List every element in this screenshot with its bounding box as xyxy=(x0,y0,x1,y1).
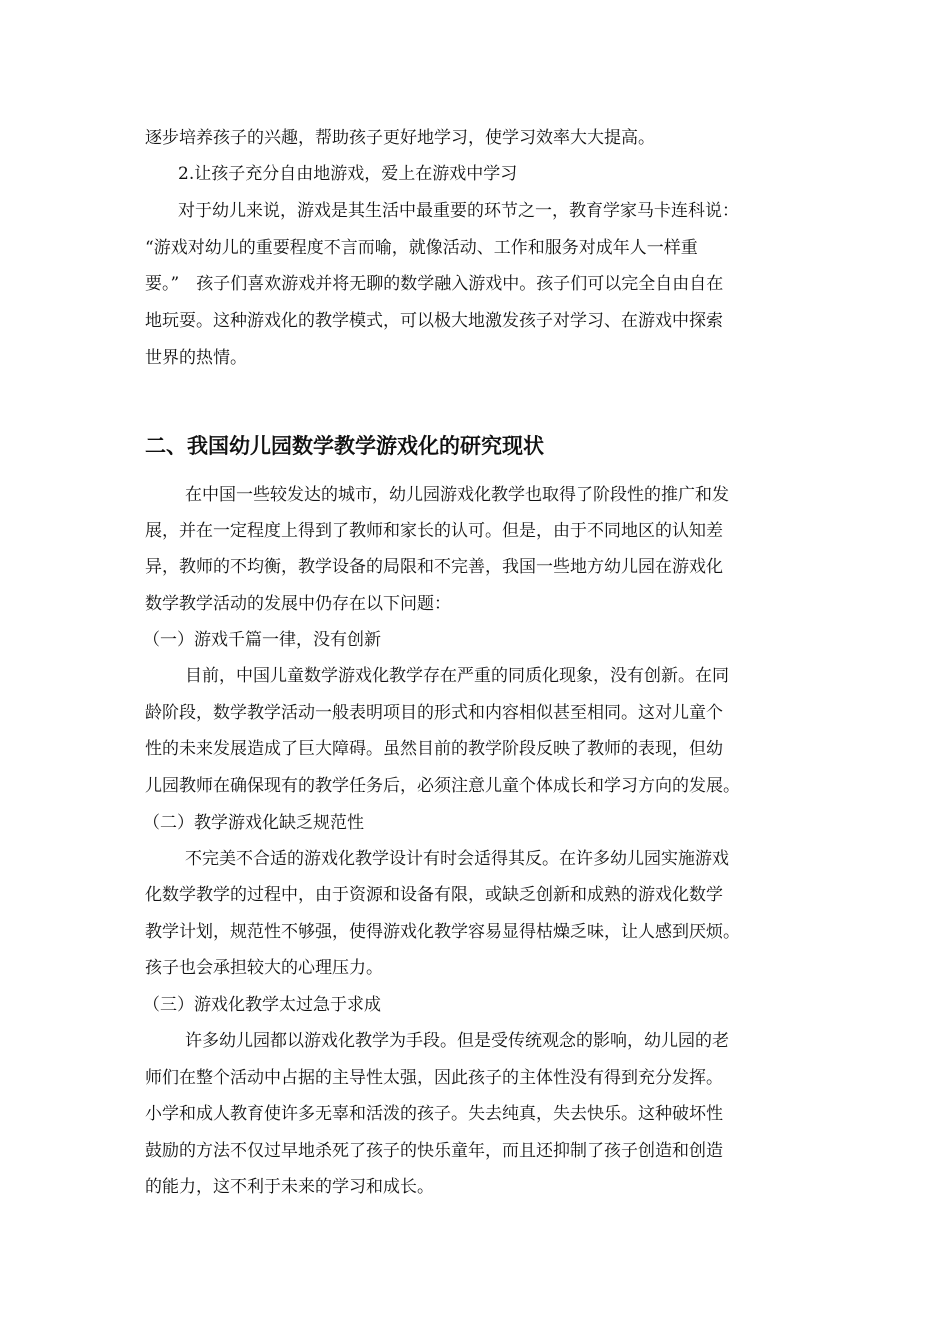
paragraph-line: “游戏对幼儿的重要程度不言而喻，就像活动、工作和服务对成年人一样重 xyxy=(145,238,698,258)
section-heading: 二、我国幼儿园数学教学游戏化的研究现状 xyxy=(145,434,544,458)
paragraph-line: 许多幼儿园都以游戏化教学为手段。但是受传统观念的影响，幼儿园的老 xyxy=(185,1031,729,1051)
paragraph-line: 孩子也会承担较大的心理压力。 xyxy=(145,958,383,978)
paragraph-line: 小学和成人教育使许多无辜和活泼的孩子。失去纯真，失去快乐。这种破坏性 xyxy=(145,1104,723,1124)
subsection-title: 2.让孩子充分自由地游戏，爱上在游戏中学习 xyxy=(178,164,518,184)
paragraph-line: 展，并在一定程度上得到了教师和家长的认可。但是，由于不同地区的认知差 xyxy=(145,521,723,541)
paragraph-line: 要。” 孩子们喜欢游戏并将无聊的数学融入游戏中。孩子们可以完全自由自在 xyxy=(145,274,724,294)
paragraph-line: 对于幼儿来说，游戏是其生活中最重要的环节之一，教育学家马卡连科说： xyxy=(178,201,739,221)
item-title: （三）游戏化教学太过急于求成 xyxy=(143,995,381,1015)
paragraph-line: 性的未来发展造成了巨大障碍。虽然目前的教学阶段反映了教师的表现，但幼 xyxy=(145,739,723,759)
paragraph-line: 化数学教学的过程中，由于资源和设备有限，或缺乏创新和成熟的游戏化数学 xyxy=(145,885,723,905)
paragraph-line: 不完美不合适的游戏化教学设计有时会适得其反。在许多幼儿园实施游戏 xyxy=(185,849,729,869)
paragraph-line: 教学计划，规范性不够强，使得游戏化教学容易显得枯燥乏味，让人感到厌烦。 xyxy=(145,922,740,942)
paragraph-line: 目前，中国儿童数学游戏化教学存在严重的同质化现象，没有创新。在同 xyxy=(185,666,729,686)
paragraph-line: 数学教学活动的发展中仍存在以下问题： xyxy=(145,594,451,614)
paragraph-line: 地玩耍。这种游戏化的教学模式，可以极大地激发孩子对学习、在游戏中探索 xyxy=(145,311,723,331)
item-title: （一）游戏千篇一律，没有创新 xyxy=(143,630,381,650)
paragraph-line: 师们在整个活动中占据的主导性太强，因此孩子的主体性没有得到充分发挥。 xyxy=(145,1068,723,1088)
paragraph-line: 世界的热情。 xyxy=(145,348,247,368)
paragraph-line: 的能力，这不利于未来的学习和成长。 xyxy=(145,1177,434,1197)
paragraph-line: 龄阶段，数学教学活动一般表明项目的形式和内容相似甚至相同。这对儿童个 xyxy=(145,703,723,723)
item-title: （二）教学游戏化缺乏规范性 xyxy=(143,813,364,833)
paragraph-line: 鼓励的方法不仅过早地杀死了孩子的快乐童年，而且还抑制了孩子创造和创造 xyxy=(145,1141,723,1161)
intro-line-1: 逐步培养孩子的兴趣，帮助孩子更好地学习，使学习效率大大提高。 xyxy=(145,128,655,148)
paragraph-line: 在中国一些较发达的城市，幼儿园游戏化教学也取得了阶段性的推广和发 xyxy=(185,485,729,505)
paragraph-line: 儿园教师在确保现有的教学任务后，必须注意儿童个体成长和学习方向的发展。 xyxy=(145,776,740,796)
paragraph-line: 异，教师的不均衡，教学设备的局限和不完善，我国一些地方幼儿园在游戏化 xyxy=(145,557,723,577)
